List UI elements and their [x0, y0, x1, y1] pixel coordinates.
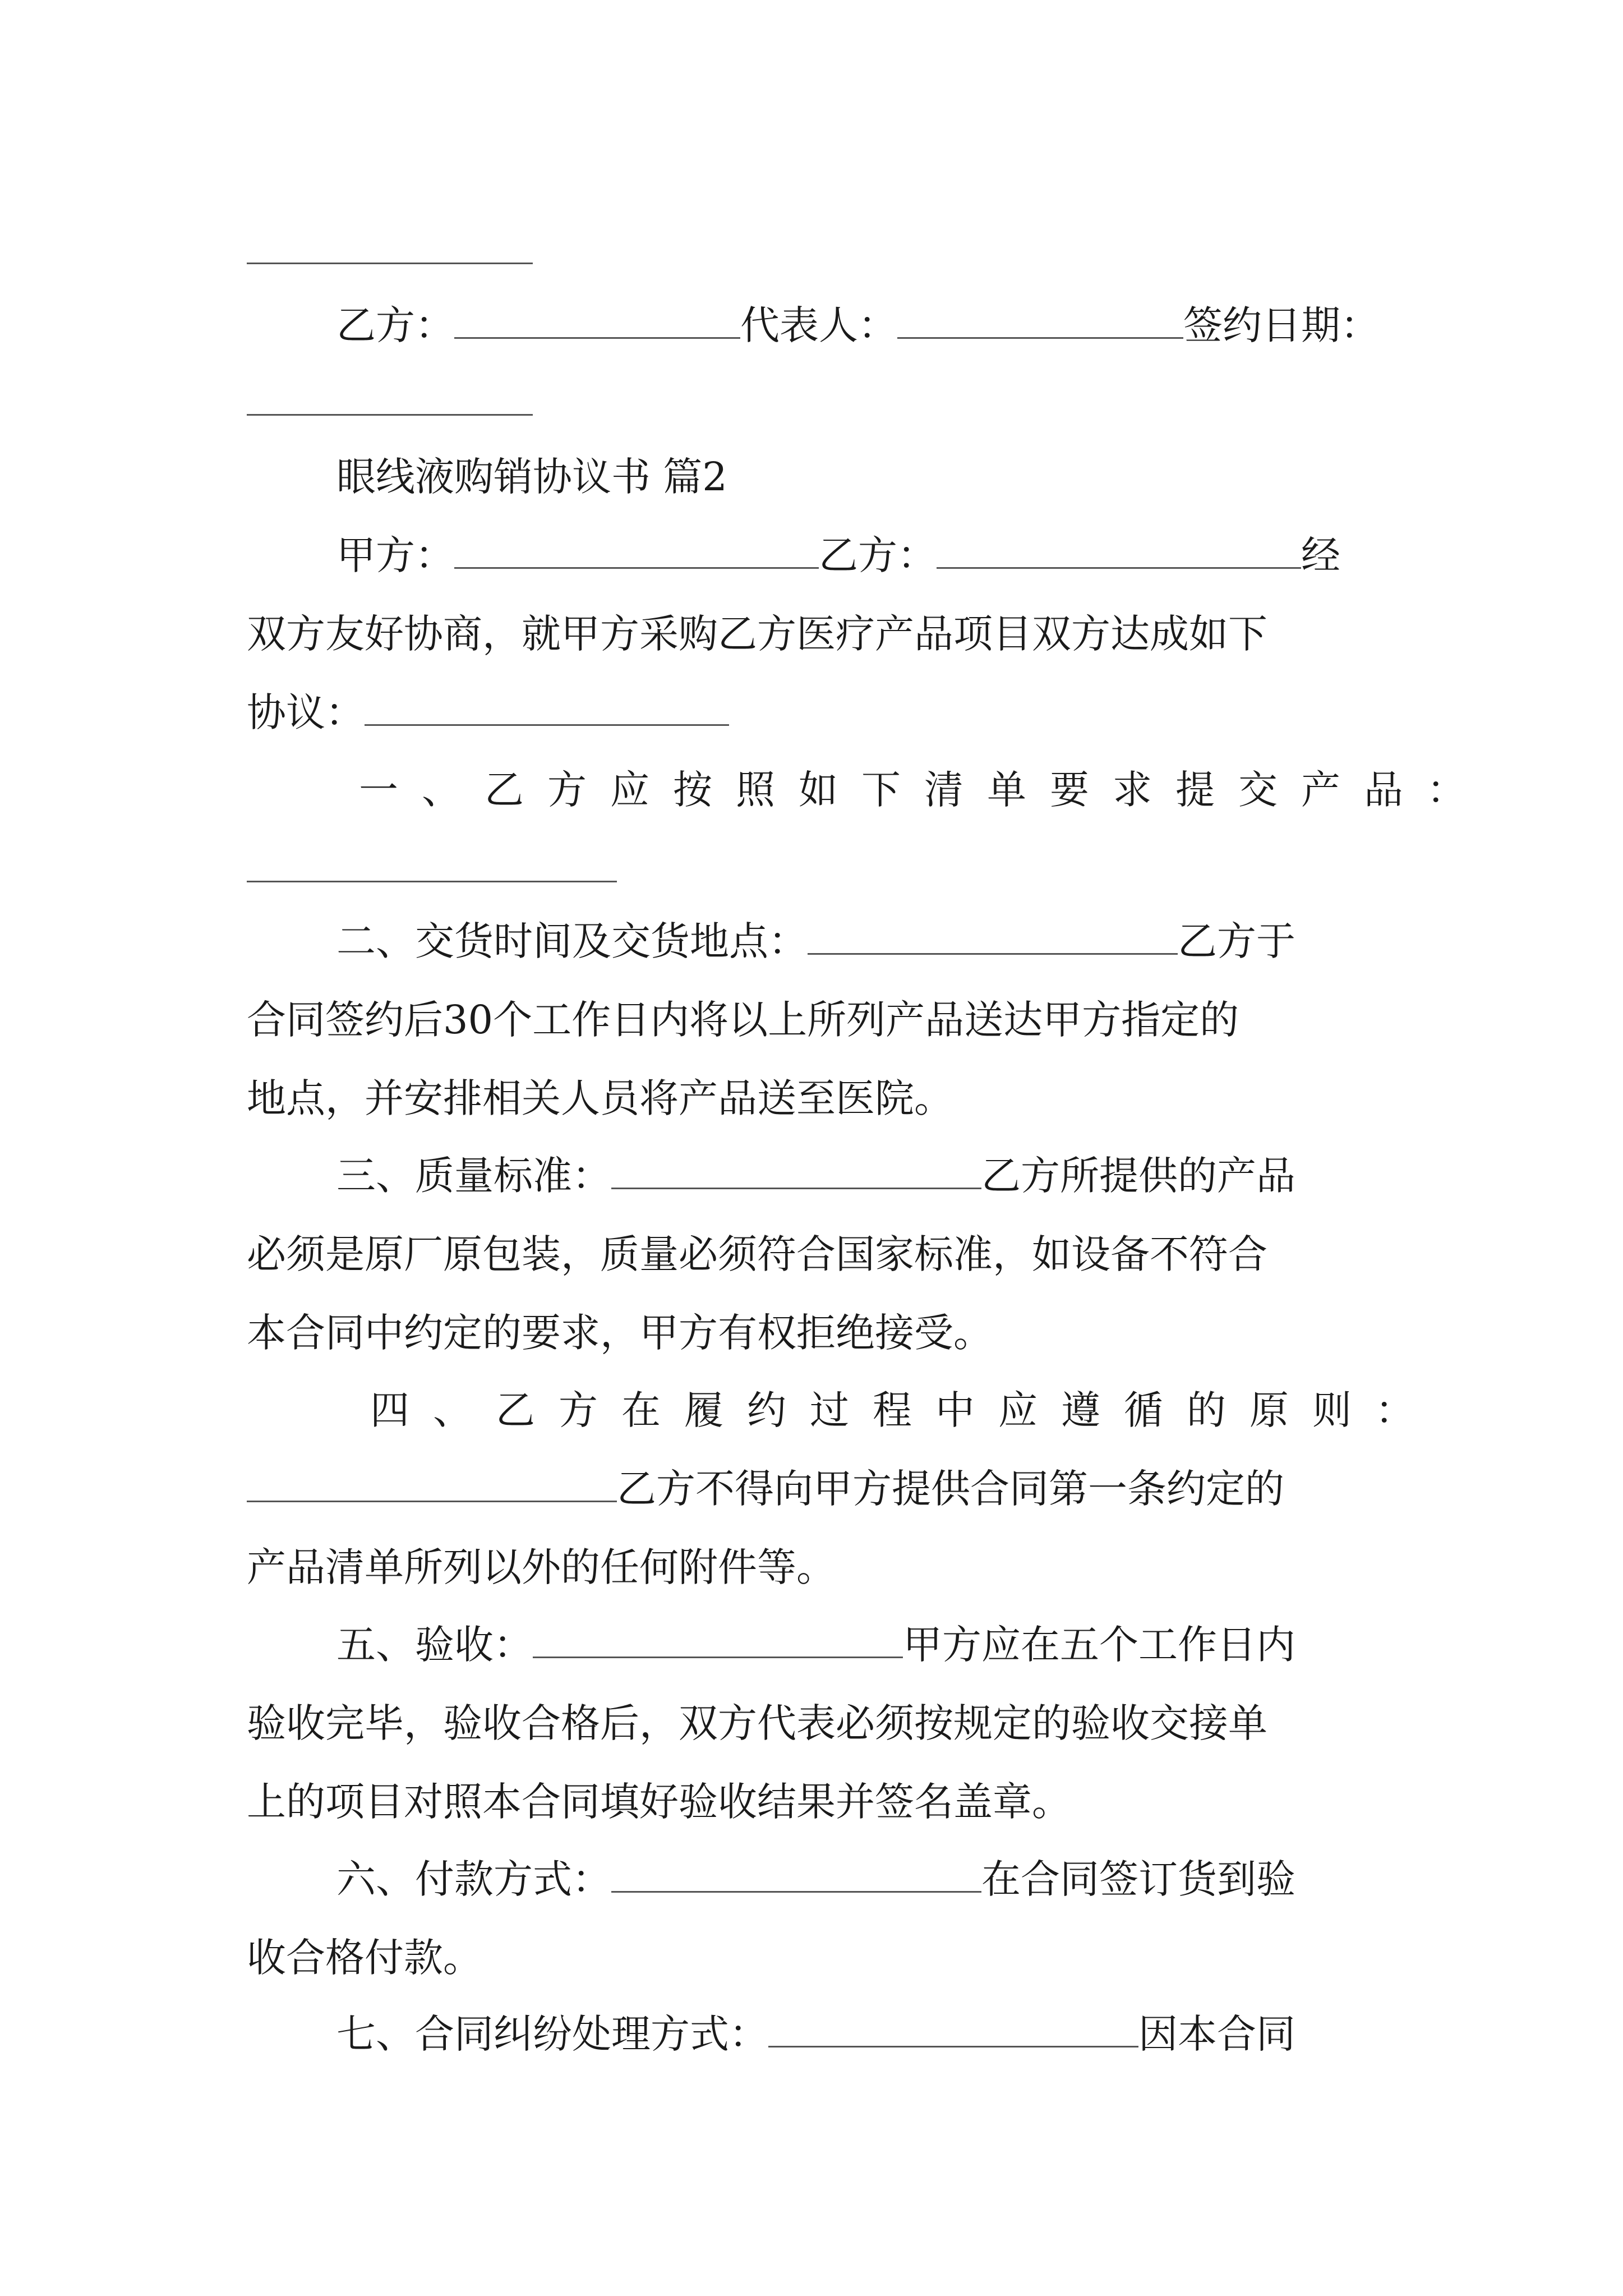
- blank-line: [247, 263, 533, 264]
- clause-6-blank: [611, 1846, 981, 1893]
- clause-7-blank: [768, 2001, 1138, 2047]
- clause-2-title: 二、交货时间及交货地点：: [336, 918, 808, 964]
- party-tail: 经: [1301, 532, 1340, 578]
- clause-5-line: 验收完毕，验收合格后，双方代表必须按规定的验收交接单: [247, 1700, 1267, 1746]
- party-yifang-label: 乙方：: [819, 532, 937, 578]
- clause-6-title: 六、付款方式：: [336, 1856, 611, 1902]
- yifang-blank: [454, 292, 740, 339]
- jiafang-label: 甲方：: [336, 532, 454, 578]
- clause-5-blank: [533, 1612, 903, 1658]
- jiafang-blank: [454, 522, 819, 569]
- clause-3-line: 本合同中约定的要求，甲方有权拒绝接受。: [247, 1310, 993, 1356]
- clause-7-title: 七、合同纠纷处理方式：: [336, 2011, 768, 2057]
- agreement-blank: [365, 679, 729, 726]
- clause-7-after: 因本合同: [1138, 2011, 1295, 2057]
- intro-line: 双方友好协商，就甲方采购乙方医疗产品项目双方达成如下: [247, 611, 1267, 657]
- section-title: 眼线液购销协议书 篇2: [336, 454, 727, 500]
- clause-6-after: 在合同签订货到验: [981, 1856, 1295, 1902]
- clause-4-line: 产品清单所列以外的任何附件等。: [247, 1544, 836, 1590]
- clause-6-head: [336, 1846, 1475, 1913]
- clause-2-blank: [808, 908, 1178, 955]
- party-row: [336, 522, 1475, 589]
- clause-3-title: 三、质量标准：: [336, 1153, 611, 1199]
- intro-line: [247, 679, 1385, 746]
- clause-2-line: 地点，并安排相关人员将产品送至医院。: [247, 1075, 953, 1121]
- sign-date-label: 签约日期：: [1183, 302, 1380, 348]
- clause-5-title: 五、验收：: [336, 1622, 533, 1668]
- clause-6-line: 收合格付款。: [247, 1935, 482, 1981]
- clause-3-blank: [611, 1143, 981, 1189]
- clause-1-blank: [247, 881, 617, 882]
- party-yifang-blank: [937, 522, 1301, 569]
- sign-date-blank: [247, 414, 533, 416]
- clause-7-head: [336, 2000, 1475, 2068]
- signature-row: [336, 292, 1475, 359]
- clause-4-line: [247, 1455, 1385, 1522]
- agreement-label: 协议：: [247, 689, 365, 735]
- clause-2-line: 合同签约后30个工作日内将以上所列产品送达甲方指定的: [247, 997, 1239, 1043]
- clause-4-head: 四、乙方在履约过程中应遵循的原则：: [370, 1387, 1438, 1433]
- clause-4-blank: [247, 1456, 617, 1502]
- clause-4-after: 乙方不得向甲方提供合同第一条约定的: [617, 1466, 1284, 1512]
- clause-2-after: 乙方于: [1178, 918, 1295, 964]
- clause-1: 一、乙方应按照如下清单要求提交产品：: [359, 767, 1490, 813]
- clause-3-line: 必须是原厂原包装，质量必须符合国家标准，如设备不符合: [247, 1231, 1267, 1277]
- representative-label: 代表人：: [740, 302, 897, 348]
- yifang-label: 乙方：: [336, 302, 454, 348]
- representative-blank: [897, 292, 1183, 339]
- clause-5-head: [336, 1611, 1475, 1678]
- clause-3-head: [336, 1142, 1475, 1209]
- clause-2-head: [336, 908, 1475, 975]
- clause-5-line: 上的项目对照本合同填好验收结果并签名盖章。: [247, 1779, 1071, 1825]
- clause-5-after: 甲方应在五个工作日内: [903, 1622, 1295, 1668]
- clause-3-after: 乙方所提供的产品: [981, 1153, 1295, 1199]
